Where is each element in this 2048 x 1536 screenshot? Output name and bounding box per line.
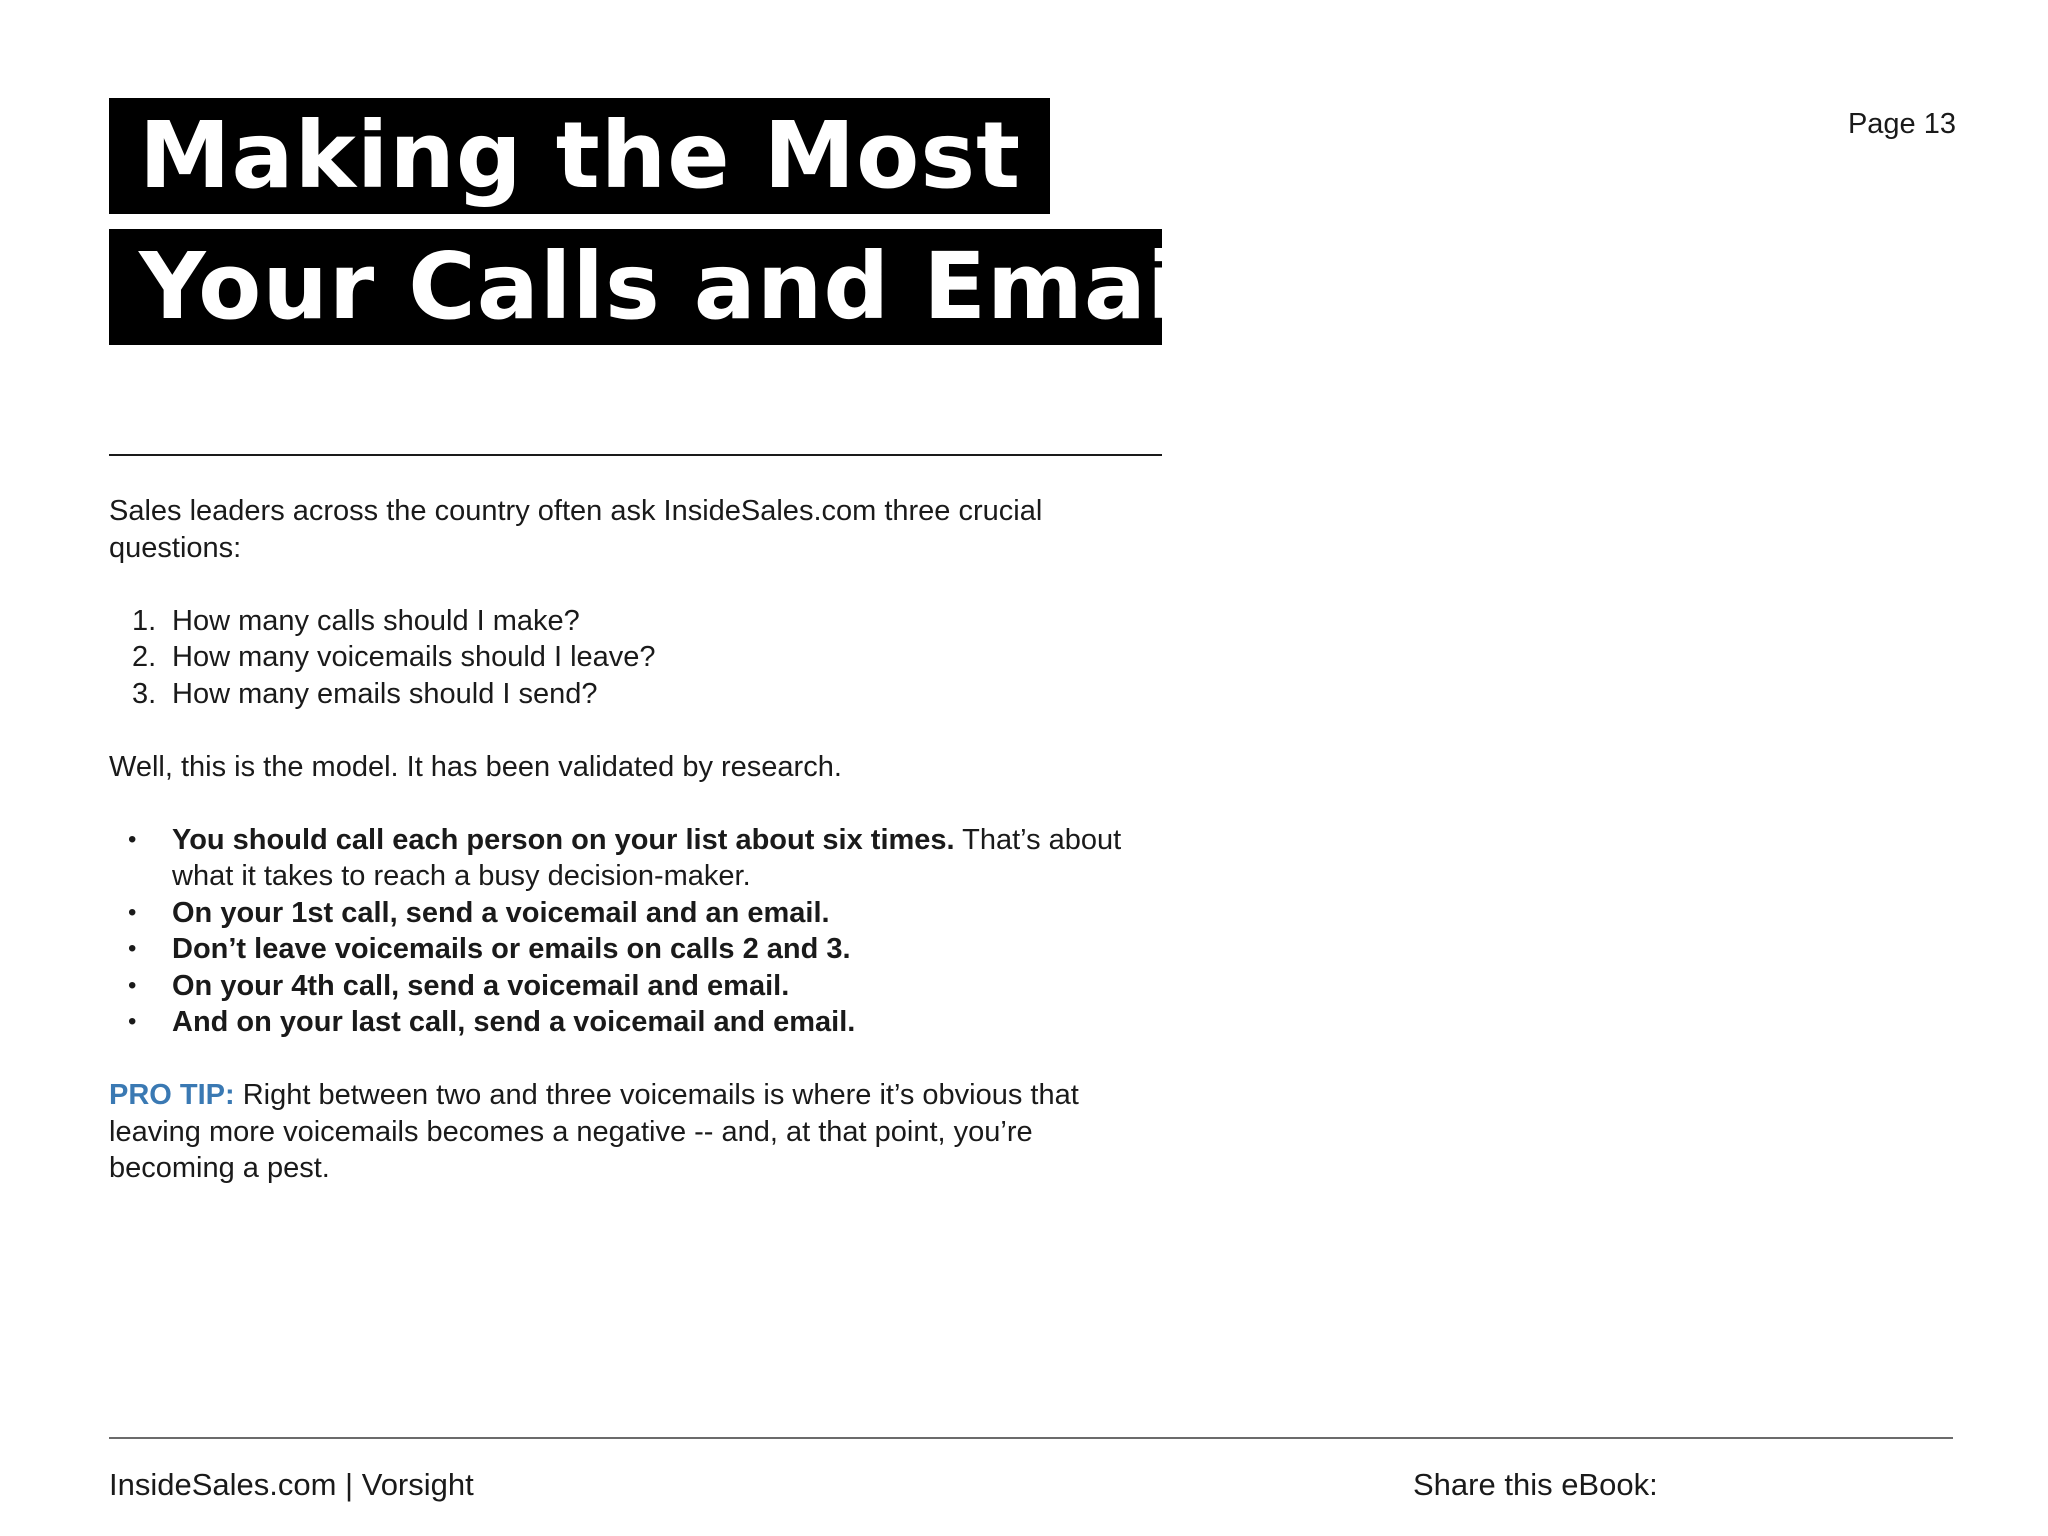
list-item [109, 1004, 1169, 1041]
model-intro-paragraph: Well, this is the model. It has been validated by research. [109, 750, 842, 783]
list-item [109, 822, 1169, 895]
list-number: 3. [132, 677, 157, 710]
model-list [109, 822, 1169, 1041]
list-item [109, 676, 1169, 713]
list-item-text: How many calls should I make? [172, 604, 580, 637]
page-number: Page 13 [1847, 108, 1956, 140]
list-item-text: That’s about what it takes to reach a busy decision-maker. [172, 823, 1122, 892]
page-title-line-1: Making the Most of [109, 98, 1050, 214]
pro-tip-text: Right between two and three voicemails is where it’s obvious that leaving more voicemails becomes a negative -- and, at that point, you’re becoming a pest. [109, 1079, 1079, 1184]
list-item-bold-text: And on your last call, send a voicemail and email. [172, 1006, 856, 1038]
share-ebook-label: Share this eBook: [1413, 1467, 1658, 1502]
footer-divider [109, 1437, 1953, 1439]
list-item [109, 603, 1169, 640]
article-body [109, 493, 1169, 1187]
list-item-bold-text: On your 4th call, send a voicemail and email. [172, 969, 790, 1002]
spacer [109, 712, 1169, 749]
bullet-icon: • [128, 898, 137, 926]
list-item-text: How many voicemails should I leave? [172, 641, 656, 673]
list-item [109, 968, 1169, 1005]
list-item-bold-text: Don’t leave voicemails or emails on calls 2 and 3. [172, 933, 851, 965]
pro-tip-label: PRO TIP: [109, 1079, 235, 1111]
pro-tip-paragraph [109, 1077, 1159, 1187]
list-item [109, 895, 1169, 932]
spacer [109, 1041, 1169, 1078]
page-title-line-2: Your Calls and Emails [109, 229, 1162, 345]
list-item [109, 931, 1169, 968]
list-item [109, 639, 1169, 676]
title-divider [109, 454, 1162, 456]
list-number: 1. [132, 604, 157, 637]
questions-list [109, 603, 1169, 713]
intro-paragraph: Sales leaders across the country often ask InsideSales.com three crucial questions: [109, 495, 1043, 564]
bullet-icon: • [128, 935, 137, 962]
bullet-icon: • [128, 825, 137, 853]
list-item-bold-text: On your 1st call, send a voicemail and an email. [172, 896, 830, 929]
bullet-icon: • [128, 971, 137, 999]
bullet-icon: • [128, 1008, 137, 1035]
footer-brand: InsideSales.com | Vorsight [109, 1467, 474, 1502]
list-number: 2. [132, 641, 157, 673]
spacer [109, 785, 1169, 822]
list-item-bold-text: You should call each person on your list about six times. [172, 823, 955, 856]
spacer [109, 566, 1169, 603]
list-item-text: How many emails should I send? [172, 677, 598, 710]
